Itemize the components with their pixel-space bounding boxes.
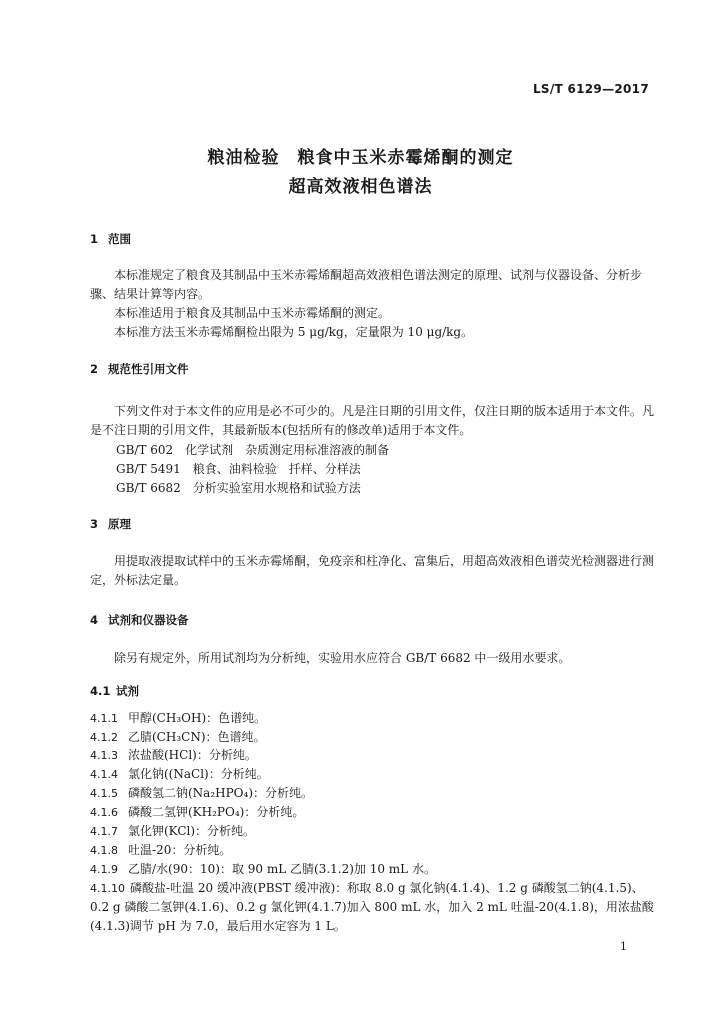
- standard-code: LS/T 6129—2017: [532, 82, 649, 96]
- item-number: 4.1.3: [90, 749, 118, 762]
- section-number: 2: [90, 362, 99, 376]
- item-number: 4.1.1: [90, 712, 118, 725]
- section-number: 1: [90, 232, 99, 246]
- scope-paragraph-3: 本标准方法玉米赤霉烯酮检出限为 5 μg/kg，定量限为 10 μg/kg。: [114, 325, 474, 339]
- item-text: 氯化钠((NaCl)：分析纯。: [128, 767, 269, 781]
- item-text: 氯化钾(KCl)：分析纯。: [128, 824, 256, 838]
- reagent-item: [90, 784, 662, 803]
- title-line-1: 粮油检验 粮食中玉米赤霉烯酮的测定: [207, 148, 514, 168]
- scope-paragraph-1: 本标准规定了粮食及其制品中玉米赤霉烯酮超高效液相色谱法测定的原理、试剂与仪器设备、分析步骤、结果计算等内容。: [90, 268, 643, 301]
- section-title: 规范性引用文件: [108, 362, 189, 376]
- section-3-heading: [90, 516, 131, 532]
- item-number: 4.1.5: [90, 787, 118, 800]
- reference-item: GB/T 6682 分析实验室用水规格和试验方法: [116, 481, 361, 495]
- reagent-item: [90, 709, 662, 728]
- section-title: 范围: [108, 232, 131, 246]
- item-text: 浓盐酸(HCl)：分析纯。: [128, 748, 257, 762]
- normative-paragraph: 下列文件对于本文件的应用是必不可少的。凡是注日期的引用文件，仅注日期的版本适用于本文件。凡是不注日期的引用文件，其最新版本(包括所有的修改单)适用于本文件。: [90, 404, 655, 437]
- reagent-item: [90, 728, 662, 747]
- item-text: 磷酸氢二钠(Na₂HPO₄)：分析纯。: [128, 786, 314, 800]
- reference-item: GB/T 602 化学试剂 杂质测定用标准溶液的制备: [116, 443, 390, 457]
- item-number: 4.1.8: [90, 844, 118, 857]
- principle-paragraph: 用提取液提取试样中的玉米赤霉烯酮，免疫亲和柱净化、富集后，用超高效液相色谱荧光检测器进行测定，外标法定量。: [90, 554, 655, 587]
- section-title: 试剂和仪器设备: [108, 613, 189, 627]
- item-number: 4.1.4: [90, 768, 118, 781]
- item-text: 乙腈(CH₃CN)：色谱纯。: [128, 730, 266, 744]
- title-line-2: 超高效液相色谱法: [288, 177, 433, 197]
- reagent-item: [90, 822, 662, 841]
- section-number: 3: [90, 517, 99, 531]
- scope-paragraph-2: 本标准适用于粮食及其制品中玉米赤霉烯酮的测定。: [114, 306, 391, 320]
- reagent-item: [90, 803, 662, 822]
- reagents-paragraph: 除另有规定外，所用试剂均为分析纯，实验用水应符合 GB/T 6682 中一级用水要求。: [114, 651, 571, 665]
- subsection-title: 试剂: [116, 684, 139, 698]
- reagent-item: [90, 765, 662, 784]
- item-number: 4.1.7: [90, 825, 118, 838]
- section-4-heading: [90, 612, 189, 628]
- section-number: 4: [90, 613, 99, 627]
- section-1-heading: [90, 231, 131, 247]
- item-number: 4.1.10: [90, 882, 125, 895]
- item-text: 磷酸二氢钾(KH₂PO₄)：分析纯。: [128, 805, 305, 819]
- subsection-4-1-heading: [90, 683, 139, 699]
- item-text: 吐温-20：分析纯。: [128, 843, 232, 857]
- item-number: 4.1.2: [90, 731, 118, 744]
- reference-item: GB/T 5491 粮食、油料检验 扦样、分样法: [116, 462, 361, 476]
- item-text: 磷酸盐-吐温 20 缓冲液(PBST 缓冲液)：称取 8.0 g 氯化钠(4.1.4)、1.2 g 磷酸氢二钠(4.1.5)、0.2 g 磷酸二氢钾(4.1.6)、0.2 g 氯化钾(4.1.7)加入 800 mL 水，加入 2 mL 吐温-20(4.1.8)，用浓盐酸(4.1.3)调节 pH 为 7.0，最后用水定容为 1 L。: [90, 881, 654, 933]
- reagent-item-long: [90, 879, 662, 936]
- reagent-item: [90, 746, 662, 765]
- reagent-item: [90, 860, 662, 879]
- item-number: 4.1.9: [90, 863, 118, 876]
- item-text: 甲醇(CH₃OH)：色谱纯。: [128, 711, 267, 725]
- subsection-number: 4.1: [90, 684, 111, 698]
- reagent-item: [90, 841, 662, 860]
- section-title: 原理: [108, 517, 131, 531]
- item-number: 4.1.6: [90, 806, 118, 819]
- section-2-heading: [90, 361, 189, 377]
- item-text: 乙腈/水(90：10)：取 90 mL 乙腈(3.1.2)加 10 mL 水。: [128, 862, 436, 876]
- page-number: 1: [620, 940, 627, 953]
